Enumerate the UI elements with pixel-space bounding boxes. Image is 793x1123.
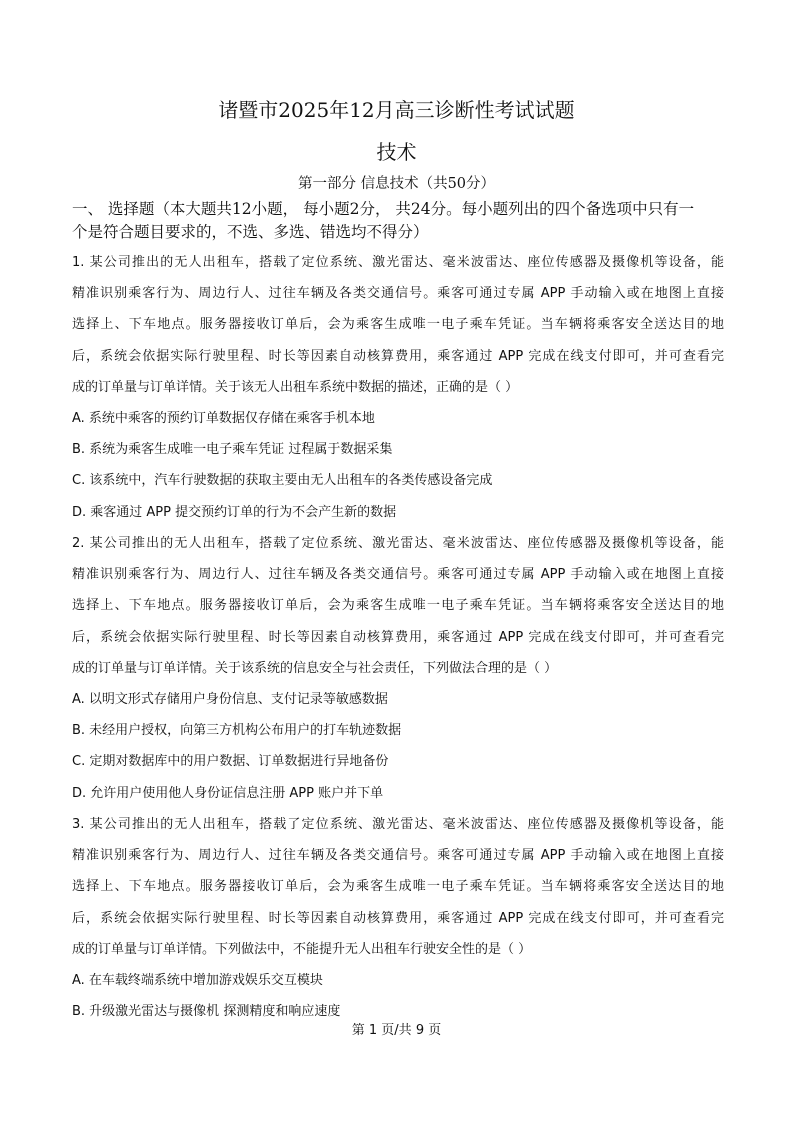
- question-stem-line: 选择上、下车地点。服务器接收订单后，会为乘客生成唯一电子乘车凭证。当车辆将乘客安全送达目的地: [72, 598, 724, 614]
- option-d: D. 乘客通过 APP 提交预约订单的行为不会产生新的数据: [72, 504, 397, 520]
- question-stem-line: 后，系统会依据实际行驶里程、时长等因素自动核算费用，乘客通过 APP 完成在线支付即可，并可查看完: [72, 348, 724, 364]
- question-stem: [72, 528, 724, 684]
- question-stem-line: 1. 某公司推出的无人出租车，搭载了定位系统、激光雷达、毫米波雷达、座位传感器及摄像机等设备，能: [72, 255, 724, 270]
- question-stem: [72, 809, 724, 965]
- exam-title: 诸暨市2025年12月高三诊断性考试试题: [218, 98, 575, 122]
- question-stem-line: 成的订单量与订单详情。关于该无人出租车系统中数据的描述，正确的是（ ）: [72, 379, 519, 395]
- option-b: B. 升级激光雷达与摄像机 探测精度和响应速度: [72, 1004, 341, 1020]
- option-b: B. 系统为乘客生成唯一电子乘车凭证 过程属于数据采集: [72, 442, 393, 458]
- option-a: A. 以明文形式存储用户身份信息、支付记录等敏感数据: [72, 691, 388, 707]
- question-stem-line: 精准识别乘客行为、周边行人、过往车辆及各类交通信号。乘客可通过专属 APP 手动输入或在地图上直接: [72, 567, 724, 583]
- exam-subject: 技术: [376, 140, 417, 164]
- section-intro-line: 一、 选择题（本大题共12小题， 每小题2分， 共24分。每小题列出的四个备选项中只有一: [72, 200, 695, 218]
- question-stem-line: 成的订单量与订单详情。关于该系统的信息安全与社会责任，下列做法合理的是（ ）: [72, 660, 558, 676]
- question-stem-line: 3. 某公司推出的无人出租车，搭载了定位系统、激光雷达、毫米波雷达、座位传感器及摄像机等设备，能: [72, 817, 724, 832]
- page-number: 第 1 页/共 9 页: [351, 1023, 442, 1038]
- question-stem-line: 后，系统会依据实际行驶里程、时长等因素自动核算费用，乘客通过 APP 完成在线支付即可，并可查看完: [72, 629, 724, 645]
- option-a: A. 系统中乘客的预约订单数据仅存储在乘客手机本地: [72, 410, 375, 426]
- option-d: D. 允许用户使用他人身份证信息注册 APP 账户并下单: [72, 785, 384, 801]
- part-title: 第一部分 信息技术（共50分）: [297, 176, 496, 192]
- question-stem-line: 成的订单量与订单详情。下列做法中，不能提升无人出租车行驶安全性的是（ ）: [72, 941, 532, 957]
- question-2: [72, 528, 724, 809]
- option-c: C. 定期对数据库中的用户数据、订单数据进行异地备份: [72, 754, 389, 770]
- section-intro: [72, 198, 724, 244]
- question-stem-line: 后，系统会依据实际行驶里程、时长等因素自动核算费用，乘客通过 APP 完成在线支付即可，并可查看完: [72, 910, 724, 926]
- question-stem-line: 精准识别乘客行为、周边行人、过往车辆及各类交通信号。乘客可通过专属 APP 手动输入或在地图上直接: [72, 286, 724, 302]
- question-stem: [72, 247, 724, 403]
- question-stem-line: 2. 某公司推出的无人出租车，搭载了定位系统、激光雷达、毫米波雷达、座位传感器及摄像机等设备，能: [72, 536, 724, 551]
- option-b: B. 未经用户授权，向第三方机构公布用户的打车轨迹数据: [72, 723, 402, 739]
- question-stem-line: 选择上、下车地点。服务器接收订单后，会为乘客生成唯一电子乘车凭证。当车辆将乘客安全送达目的地: [72, 317, 724, 333]
- option-c: C. 该系统中，汽车行驶数据的获取主要由无人出租车的各类传感设备完成: [72, 473, 493, 489]
- question-stem-line: 精准识别乘客行为、周边行人、过往车辆及各类交通信号。乘客可通过专属 APP 手动输入或在地图上直接: [72, 848, 724, 864]
- section-intro-line: 个是符合题目要求的，不选、多选、错选均不得分）: [72, 223, 429, 241]
- option-a: A. 在车载终端系统中增加游戏娱乐交互模块: [72, 972, 323, 988]
- question-1: [72, 247, 724, 528]
- question-stem-line: 选择上、下车地点。服务器接收订单后，会为乘客生成唯一电子乘车凭证。当车辆将乘客安全送达目的地: [72, 879, 724, 895]
- question-3: [72, 809, 724, 1027]
